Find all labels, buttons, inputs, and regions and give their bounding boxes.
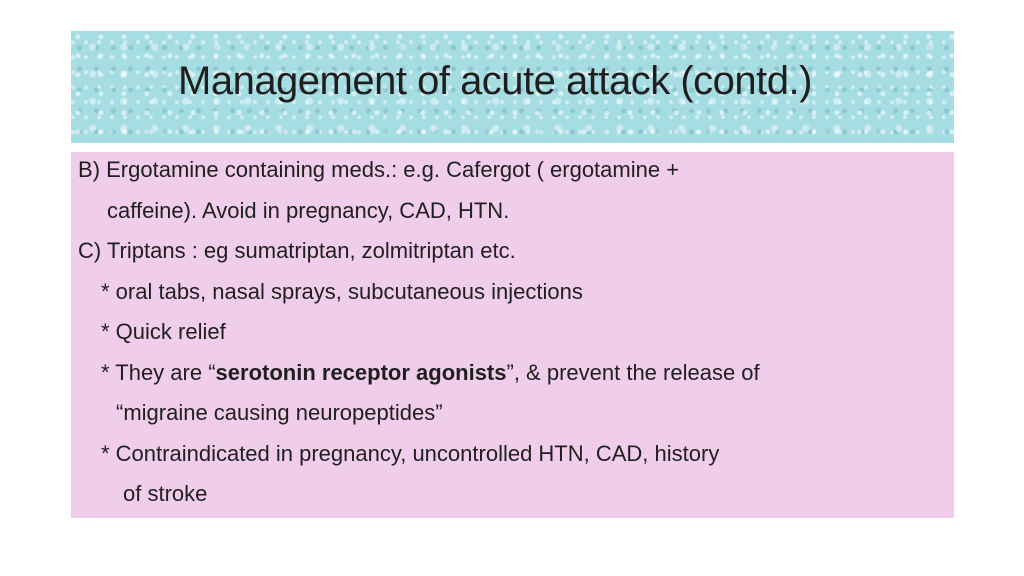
bullet3-pre: * They are “: [101, 360, 216, 385]
bullet-mechanism-continued: “migraine causing neuropeptides”: [116, 400, 443, 425]
c-marker: C: [78, 238, 94, 263]
content-box: [71, 152, 954, 518]
bullet-contraindications-continued: of stroke: [123, 481, 208, 506]
line-c: [78, 238, 516, 264]
bullet-delivery-forms: * oral tabs, nasal sprays, subcutaneous injections: [101, 279, 583, 304]
b-marker: B: [78, 157, 93, 182]
bullet-contraindications: * Contraindicated in pregnancy, uncontrolled HTN, CAD, history: [101, 441, 720, 466]
bullet3-bold-term: serotonin receptor agonists: [215, 360, 507, 385]
line-b: [78, 157, 679, 183]
line-b-continued: caffeine). Avoid in pregnancy, CAD, HTN.: [107, 198, 510, 223]
b-line1-text: ) Ergotamine containing meds.: e.g. Cafergot ( ergotamine +: [92, 157, 680, 182]
bullet3-post: ”, & prevent the release of: [506, 360, 760, 385]
bullet-mechanism: [101, 360, 760, 386]
title-banner: [71, 31, 954, 143]
bullet-quick-relief: * Quick relief: [101, 319, 226, 344]
c-line1-text: ) Triptans : eg sumatriptan, zolmitriptan etc.: [93, 238, 516, 263]
slide-title: Management of acute attack (contd.): [178, 59, 812, 103]
